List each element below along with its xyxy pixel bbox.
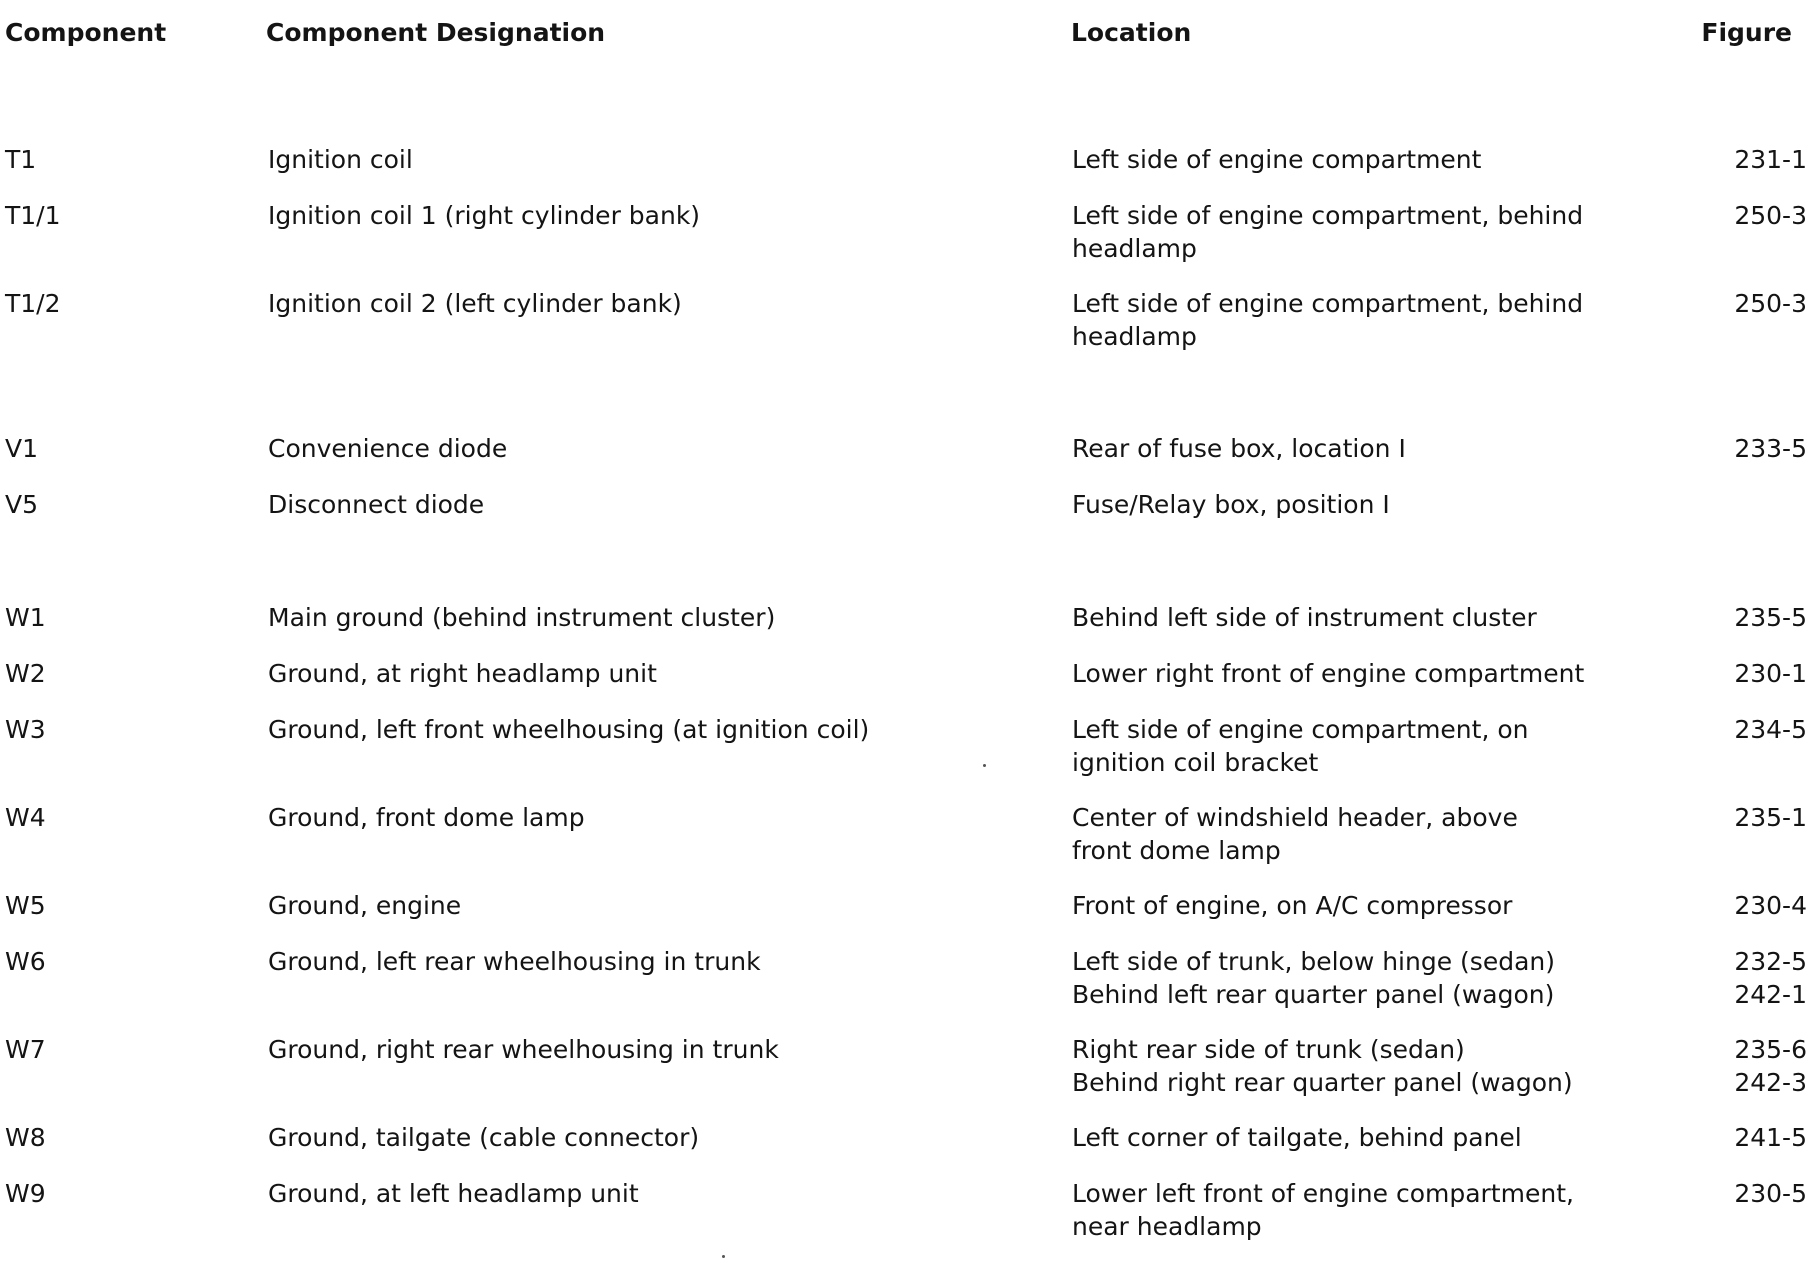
component-location — [1072, 432, 1406, 465]
figure-reference — [1734, 287, 1807, 320]
header-figure: Figure — [1701, 18, 1792, 47]
figure-line: 233-5 — [1734, 434, 1807, 463]
component-designation: Ignition coil 2 (left cylinder bank) — [268, 289, 682, 318]
component-code: W4 — [5, 803, 46, 832]
figure-reference — [1734, 945, 1807, 1011]
figure-reference — [1734, 889, 1807, 922]
figure-reference — [1734, 601, 1807, 634]
location-line: Center of windshield header, above — [1072, 803, 1518, 832]
figure-line: 235-6 — [1734, 1035, 1807, 1064]
component-designation: Ground, at left headlamp unit — [268, 1179, 639, 1208]
component-location — [1072, 945, 1555, 1011]
component-designation: Disconnect diode — [268, 490, 485, 519]
component-code: T1/2 — [5, 289, 61, 318]
location-line: Left side of engine compartment, behind — [1072, 201, 1584, 230]
figure-line: 250-3 — [1734, 289, 1807, 318]
location-line: near headlamp — [1072, 1212, 1262, 1241]
component-location — [1072, 287, 1583, 353]
figure-line: 230-5 — [1734, 1179, 1807, 1208]
component-location — [1072, 1121, 1522, 1154]
component-code: W9 — [5, 1179, 46, 1208]
location-line: Front of engine, on A/C compressor — [1072, 891, 1513, 920]
figure-line: 234-5 — [1734, 715, 1807, 744]
component-code: W3 — [5, 715, 46, 744]
component-code: T1 — [5, 145, 37, 174]
figure-reference — [1734, 199, 1807, 232]
header-component: Component — [5, 18, 167, 47]
component-code: V5 — [5, 490, 39, 519]
location-line: Behind left rear quarter panel (wagon) — [1072, 980, 1555, 1009]
figure-line: 235-5 — [1734, 603, 1807, 632]
component-code: T1/1 — [5, 201, 61, 230]
component-code: W7 — [5, 1035, 46, 1064]
location-line: Lower right front of engine compartment — [1072, 659, 1585, 688]
component-designation: Ground, left front wheelhousing (at ignition coil) — [268, 715, 870, 744]
figure-reference — [1734, 1177, 1807, 1210]
component-location — [1072, 713, 1528, 779]
component-designation: Ground, left rear wheelhousing in trunk — [268, 947, 761, 976]
location-line: Fuse/Relay box, position I — [1072, 490, 1390, 519]
component-designation: Convenience diode — [268, 434, 508, 463]
component-designation: Ground, at right headlamp unit — [268, 659, 657, 688]
figure-reference — [1734, 143, 1807, 176]
location-line: Left corner of tailgate, behind panel — [1072, 1123, 1522, 1152]
component-designation: Ground, tailgate (cable connector) — [268, 1123, 700, 1152]
figure-reference — [1734, 657, 1807, 690]
scan-speck — [983, 764, 986, 767]
location-line: front dome lamp — [1072, 836, 1281, 865]
figure-reference — [1734, 713, 1807, 746]
header-location: Location — [1071, 18, 1192, 47]
component-designation: Ground, right rear wheelhousing in trunk — [268, 1035, 779, 1064]
component-code: W8 — [5, 1123, 46, 1152]
location-line: Left side of engine compartment — [1072, 145, 1482, 174]
component-location — [1072, 889, 1512, 922]
component-location — [1072, 488, 1390, 521]
location-line: Right rear side of trunk (sedan) — [1072, 1035, 1465, 1064]
component-location — [1072, 1033, 1573, 1099]
figure-reference — [1734, 801, 1807, 834]
component-code: W6 — [5, 947, 46, 976]
component-designation: Ignition coil — [268, 145, 413, 174]
figure-line: 241-5 — [1734, 1123, 1807, 1152]
location-line: Left side of trunk, below hinge (sedan) — [1072, 947, 1555, 976]
figure-reference — [1734, 432, 1807, 465]
component-location — [1072, 657, 1584, 690]
component-code: W2 — [5, 659, 46, 688]
location-line: headlamp — [1072, 322, 1197, 351]
table-header — [0, 18, 1810, 58]
component-designation: Main ground (behind instrument cluster) — [268, 603, 776, 632]
figure-line: 235-1 — [1734, 803, 1807, 832]
figure-line: 242-3 — [1734, 1068, 1807, 1097]
location-line: ignition coil bracket — [1072, 748, 1319, 777]
location-line: Left side of engine compartment, behind — [1072, 289, 1584, 318]
figure-line: 230-4 — [1734, 891, 1807, 920]
location-line: headlamp — [1072, 234, 1197, 263]
component-designation: Ignition coil 1 (right cylinder bank) — [268, 201, 701, 230]
figure-line: 250-3 — [1734, 201, 1807, 230]
figure-reference — [1734, 1121, 1807, 1154]
component-location — [1072, 143, 1481, 176]
component-designation: Ground, engine — [268, 891, 462, 920]
component-code: W1 — [5, 603, 46, 632]
component-code: V1 — [5, 434, 39, 463]
component-location — [1072, 1177, 1574, 1243]
component-designation: Ground, front dome lamp — [268, 803, 585, 832]
component-code: W5 — [5, 891, 46, 920]
location-line: Rear of fuse box, location I — [1072, 434, 1406, 463]
figure-line: 230-1 — [1734, 659, 1807, 688]
scan-speck — [722, 1255, 725, 1258]
location-line: Left side of engine compartment, on — [1072, 715, 1529, 744]
location-line: Behind left side of instrument cluster — [1072, 603, 1537, 632]
location-line: Lower left front of engine compartment, — [1072, 1179, 1574, 1208]
figure-reference — [1734, 1033, 1807, 1099]
component-location — [1072, 199, 1583, 265]
location-line: Behind right rear quarter panel (wagon) — [1072, 1068, 1573, 1097]
header-component-designation: Component Designation — [266, 18, 606, 47]
component-location — [1072, 801, 1518, 867]
figure-line: 232-5 — [1734, 947, 1807, 976]
component-location — [1072, 601, 1537, 634]
figure-line: 242-1 — [1734, 980, 1807, 1009]
figure-line: 231-1 — [1734, 145, 1807, 174]
